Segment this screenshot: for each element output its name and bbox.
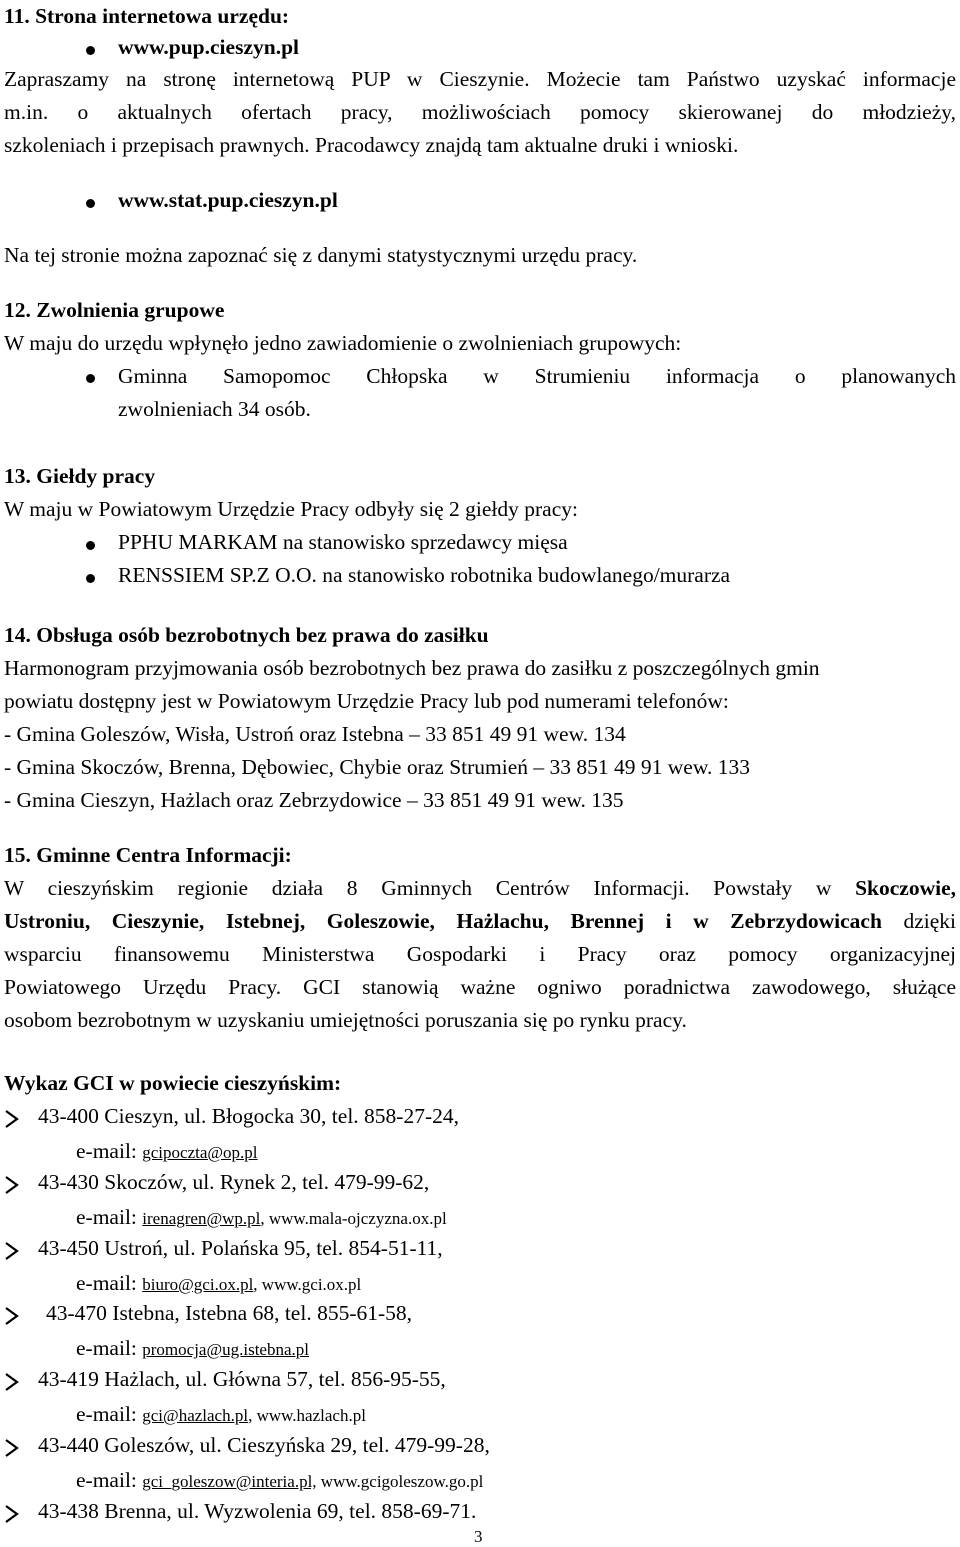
s11-paragraph-line: Zapraszamy na stronę internetową PUP w Cieszynie. Możecie tam Państwo uzyskać informacje: [4, 67, 956, 91]
bullet-icon: [86, 374, 95, 383]
s14-line: - Gmina Skoczów, Brenna, Dębowiec, Chybie oraz Strumień – 33 851 49 91 wew. 133: [4, 755, 750, 779]
gci-email-line: [76, 1139, 258, 1164]
gci-email-line: [76, 1271, 361, 1296]
s15-line: Powiatowego Urzędu Pracy. GCI stanowią ważne ogniwo poradnictwa zawodowego, służące: [4, 975, 956, 999]
bullet-icon: [86, 46, 95, 55]
section-12-heading: 12. Zwolnienia grupowe: [4, 298, 225, 322]
website-link[interactable]: www.gcigoleszow.go.pl: [316, 1472, 484, 1491]
email-link[interactable]: gci@hazlach.pl: [142, 1406, 249, 1425]
section-14-heading: 14. Obsługa osób bezrobotnych bez prawa do zasiłku: [4, 623, 489, 647]
website-link[interactable]: , www.gci.ox.pl: [253, 1275, 362, 1294]
gci-address: 43-430 Skoczów, ul. Rynek 2, tel. 479-99-62,: [38, 1170, 430, 1194]
s13-intro: W maju w Powiatowym Urzędzie Pracy odbyły się 2 giełdy pracy:: [4, 497, 578, 521]
website-link[interactable]: , www.mala-ojczyzna.ox.pl: [260, 1209, 447, 1228]
link-pup-cieszyn[interactable]: www.pup.cieszyn.pl: [118, 35, 299, 59]
bullet-icon: [86, 199, 95, 208]
page-number: 3: [474, 1527, 483, 1546]
s14-line: - Gmina Cieszyn, Hażlach oraz Zebrzydowice – 33 851 49 91 wew. 135: [4, 788, 624, 812]
gci-address: 43-419 Hażlach, ul. Główna 57, tel. 856-95-55,: [38, 1367, 446, 1391]
s14-line: Harmonogram przyjmowania osób bezrobotnych bez prawa do zasiłku z poszczególnych gmin: [4, 656, 820, 680]
s12-intro: W maju do urzędu wpłynęło jedno zawiadomienie o zwolnieniach grupowych:: [4, 331, 682, 355]
email-link[interactable]: gci_goleszow@interia.pl,: [142, 1472, 317, 1491]
email-label: e-mail:: [76, 1468, 143, 1492]
gci-address: 43-470 Istebna, Istebna 68, tel. 855-61-58,: [46, 1301, 413, 1325]
gci-email-line: [76, 1336, 309, 1361]
section-11-heading: 11. Strona internetowa urzędu:: [4, 4, 290, 28]
link-stat-pup-cieszyn[interactable]: www.stat.pup.cieszyn.pl: [118, 188, 338, 212]
s13-item: PPHU MARKAM na stanowisko sprzedawcy mięsa: [118, 530, 568, 554]
s15-line: osobom bezrobotnym w uzyskaniu umiejętności poruszania się po rynku pracy.: [4, 1008, 687, 1032]
section-13-heading: 13. Giełdy pracy: [4, 464, 156, 488]
email-link[interactable]: gcipoczta@op.pl: [142, 1143, 258, 1162]
email-link[interactable]: promocja@ug.istebna.pl: [142, 1340, 309, 1359]
gci-email-line: [76, 1205, 447, 1230]
arrow-bullet-icon: [4, 1175, 20, 1195]
s14-line: powiatu dostępny jest w Powiatowym Urzędzie Pracy lub pod numerami telefonów:: [4, 689, 729, 713]
gci-address: 43-450 Ustroń, ul. Polańska 95, tel. 854-51-11,: [38, 1236, 443, 1260]
s15-text: W cieszyńskim regionie działa 8 Gminnych Centrów Informacji. Powstały w: [4, 876, 856, 900]
s13-item: RENSSIEM SP.Z O.O. na stanowisko robotnika budowlanego/murarza: [118, 563, 731, 587]
gci-list-heading: Wykaz GCI w powiecie cieszyńskim:: [4, 1071, 342, 1095]
s12-item-line: zwolnieniach 34 osób.: [118, 397, 311, 421]
email-label: e-mail:: [76, 1271, 143, 1295]
gci-address: 43-400 Cieszyn, ul. Błogocka 30, tel. 858-27-24,: [38, 1104, 459, 1128]
gci-email-line: [76, 1468, 483, 1493]
email-link[interactable]: irenagren@wp.pl: [142, 1209, 261, 1228]
arrow-bullet-icon: [4, 1372, 20, 1392]
email-label: e-mail:: [76, 1336, 143, 1360]
s15-line: [4, 876, 956, 901]
s14-line: - Gmina Goleszów, Wisła, Ustroń oraz Istebna – 33 851 49 91 wew. 134: [4, 722, 626, 746]
s11-stat-description: Na tej stronie można zapoznać się z danymi statystycznymi urzędu pracy.: [4, 243, 638, 267]
gci-email-line: [76, 1402, 366, 1427]
arrow-bullet-icon: [4, 1109, 20, 1129]
s15-line: [4, 909, 956, 934]
gci-address: 43-440 Goleszów, ul. Cieszyńska 29, tel. 479-99-28,: [38, 1433, 490, 1457]
s15-text: dzięki: [881, 909, 956, 933]
email-label: e-mail:: [76, 1402, 143, 1426]
arrow-bullet-icon: [4, 1504, 20, 1524]
arrow-bullet-icon: [4, 1438, 20, 1458]
s11-paragraph-line: szkoleniach i przepisach prawnych. Pracodawcy znajdą tam aktualne druki i wnioski.: [4, 133, 739, 157]
website-link[interactable]: , www.hazlach.pl: [248, 1406, 366, 1425]
bullet-icon: [86, 541, 95, 550]
s15-line: wsparciu finansowemu Ministerstwa Gospodarki i Pracy oraz pomocy organizacyjnej: [4, 942, 956, 966]
bullet-icon: [86, 574, 95, 583]
s15-bold-text: Skoczowie,: [855, 876, 956, 900]
s15-bold-text: Ustroniu, Cieszynie, Istebnej, Goleszowie, Hażlachu, Brennej i w Zebrzydowicach: [4, 909, 882, 933]
section-15-heading: 15. Gminne Centra Informacji:: [4, 843, 292, 867]
email-label: e-mail:: [76, 1139, 143, 1163]
email-link[interactable]: biuro@gci.ox.pl: [142, 1275, 254, 1294]
s12-item-line: Gminna Samopomoc Chłopska w Strumieniu informacja o planowanych: [118, 364, 956, 388]
arrow-bullet-icon: [4, 1241, 20, 1261]
gci-address: 43-438 Brenna, ul. Wyzwolenia 69, tel. 858-69-71.: [38, 1499, 477, 1523]
arrow-bullet-icon: [4, 1306, 20, 1326]
email-label: e-mail:: [76, 1205, 143, 1229]
s11-paragraph-line: m.in. o aktualnych ofertach pracy, możliwościach pomocy skierowanej do młodzieży,: [4, 100, 956, 124]
